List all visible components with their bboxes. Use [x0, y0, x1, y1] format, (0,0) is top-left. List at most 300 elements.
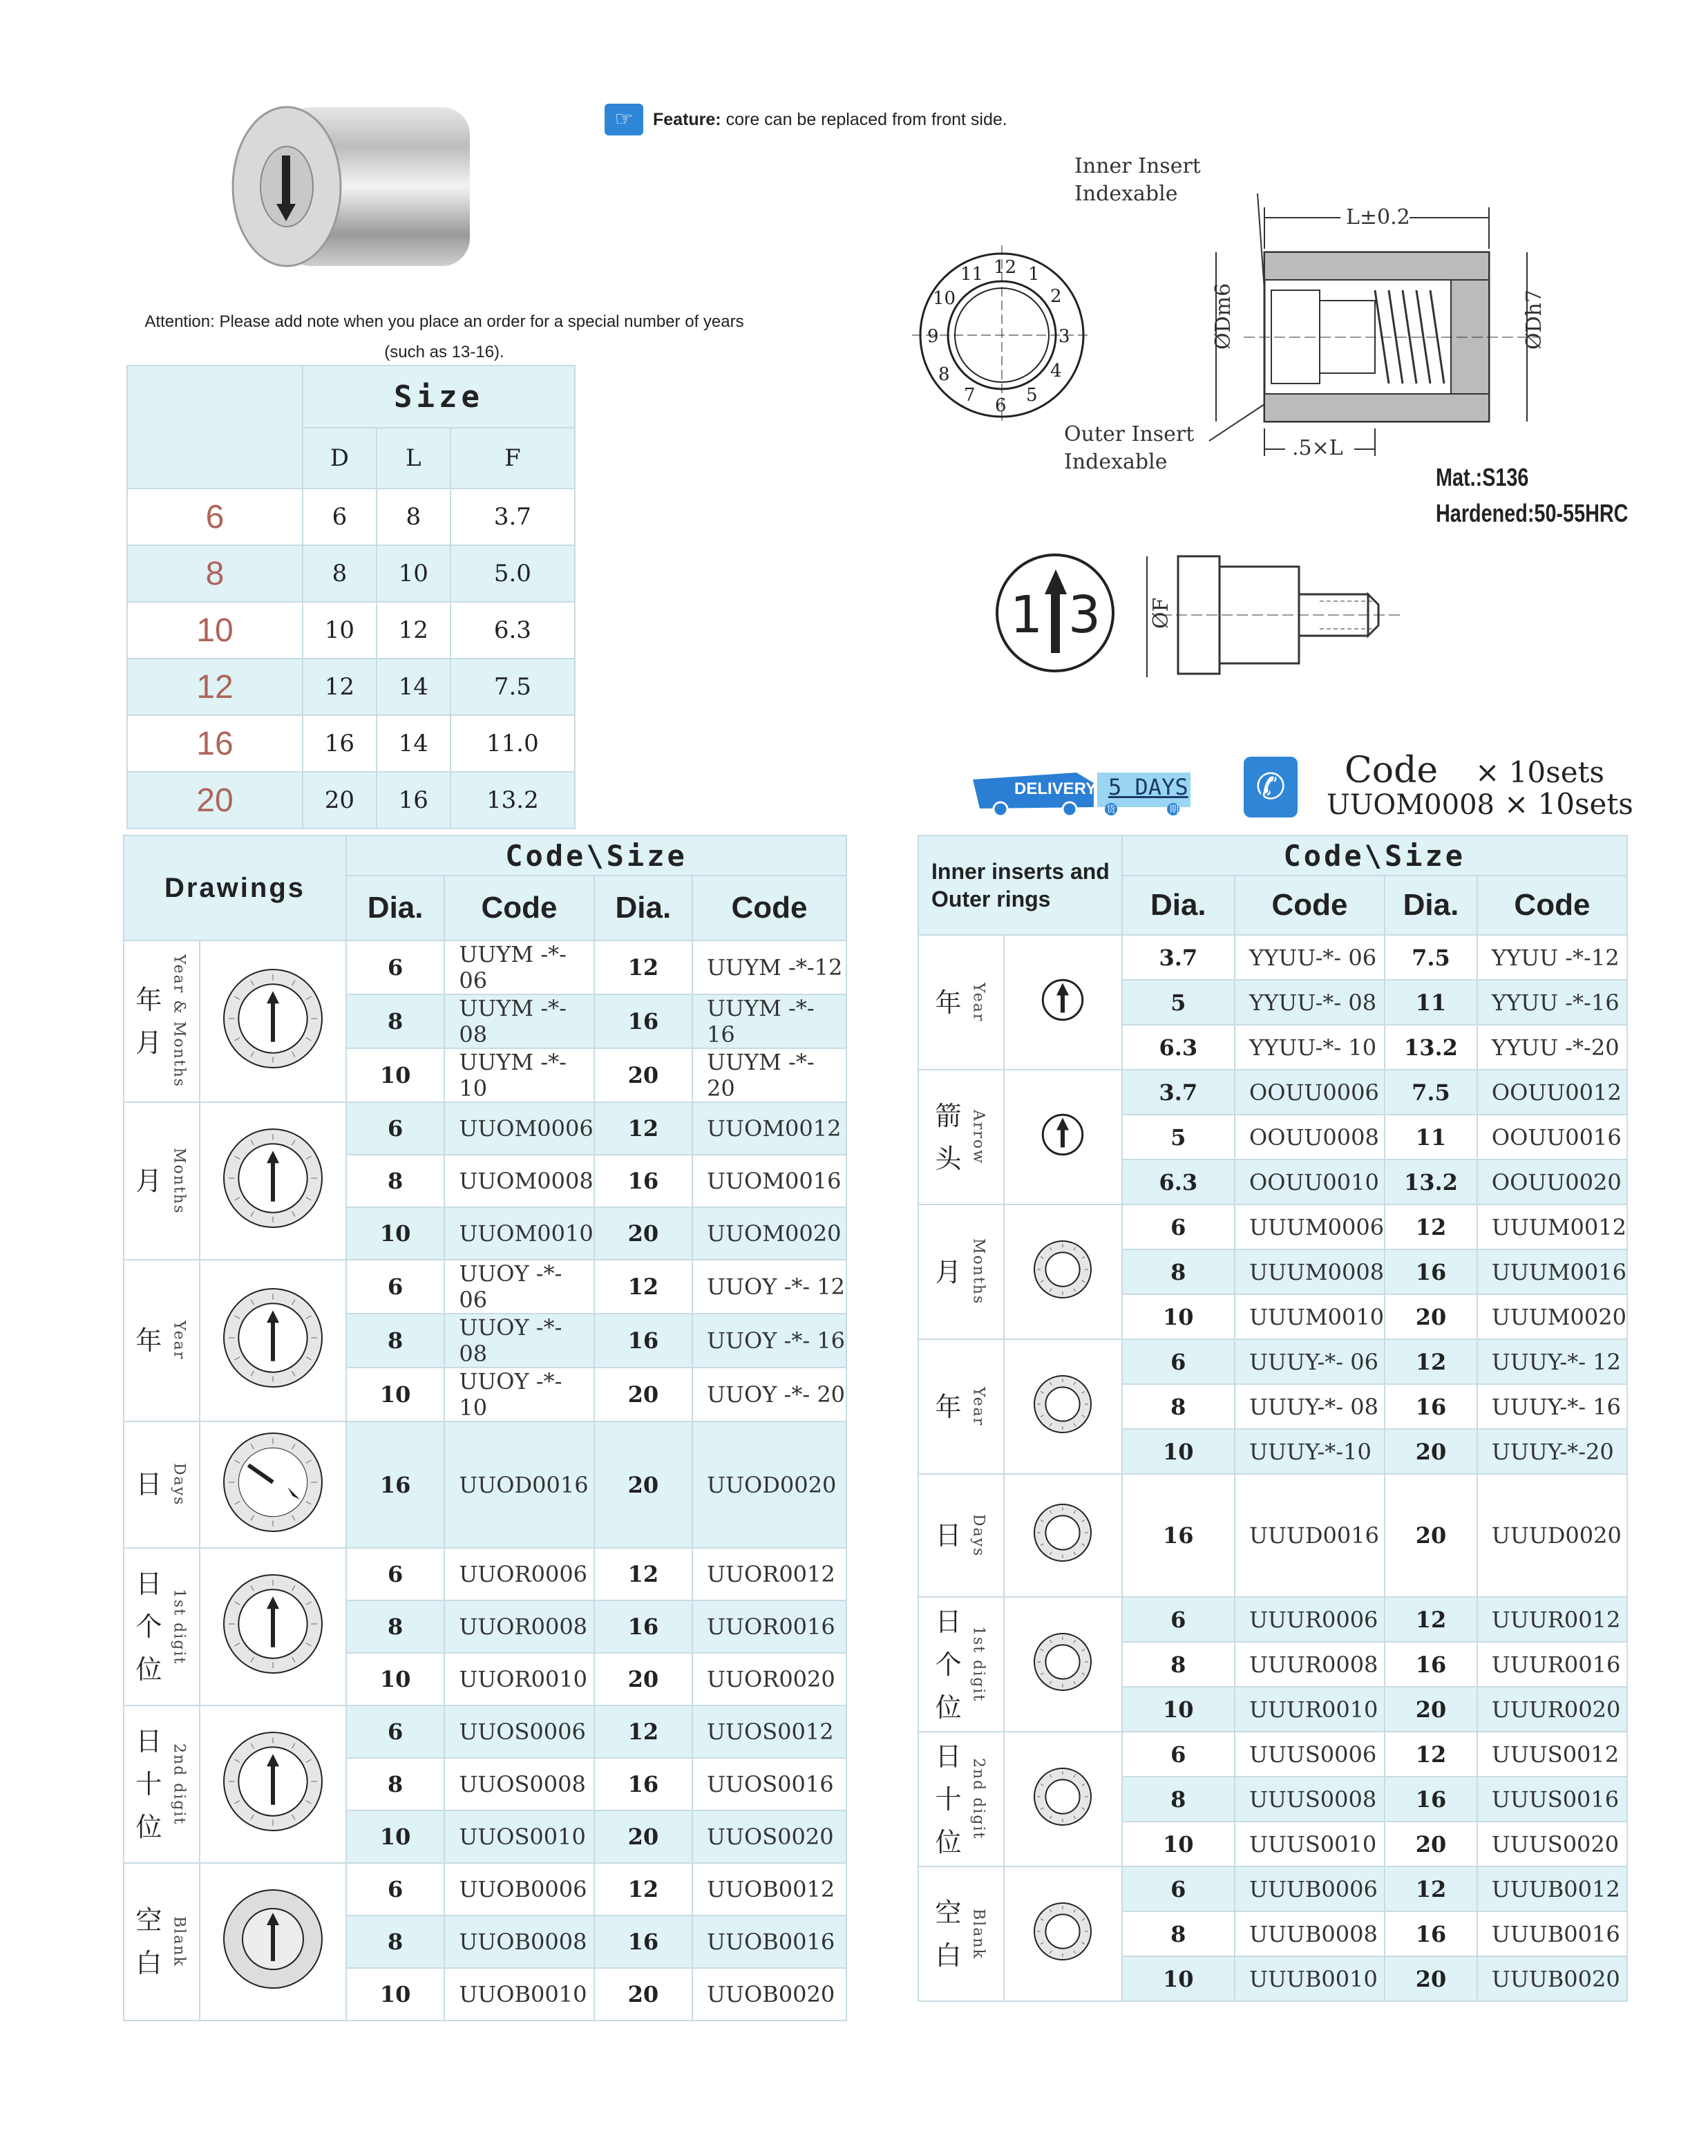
delivery-label: DELIVERY [1014, 779, 1097, 798]
category-char: 个 [935, 1649, 962, 1680]
category-label [918, 1597, 1004, 1732]
code-cell: UUUM0008 [1235, 1249, 1385, 1294]
blank-ring-icon [1004, 1866, 1122, 2001]
dia-header: Dia. [346, 876, 444, 940]
dia-cell: 20 [594, 1207, 692, 1260]
size-row-label: 10 [127, 602, 303, 659]
category-label [918, 1339, 1004, 1474]
dia-header: Dia. [1385, 876, 1477, 935]
category-english: 1st digit [170, 1588, 188, 1665]
dia-cell: 16 [1385, 1642, 1477, 1687]
outer-indexable-label: Indexable [1064, 450, 1168, 470]
category-label [124, 1102, 200, 1260]
dia-cell: 10 [1122, 1687, 1235, 1732]
category-char: 头 [935, 1143, 962, 1174]
months-dial-icon [200, 1102, 346, 1260]
feature-note [605, 104, 1007, 135]
drawings-header: Drawings [124, 835, 346, 940]
code-cell: UUOD0016 [444, 1421, 594, 1548]
code-cell: UUUB0020 [1477, 1956, 1627, 2001]
code-size-header: Code\Size [1122, 835, 1627, 876]
category-english: 2nd digit [969, 1758, 987, 1840]
pin-drawing [1140, 546, 1416, 684]
dial-num-11: 11 [960, 264, 984, 285]
size-cell: 12 [377, 602, 450, 659]
code-cell: UUOD0020 [692, 1421, 846, 1548]
code-cell: UUUY-*- 12 [1477, 1339, 1627, 1384]
code-size-header: Code\Size [346, 835, 846, 876]
category-char: 年 [135, 1325, 162, 1356]
code-cell: UUUB0012 [1477, 1866, 1627, 1911]
category-char: 日 [935, 1520, 962, 1551]
category-char: 位 [935, 1826, 962, 1857]
dia-cell: 10 [346, 1968, 444, 2021]
material-info [1436, 460, 1628, 531]
category-char: 空 [935, 1897, 962, 1928]
dia-cell: 16 [594, 1155, 692, 1207]
size-cell: 7.5 [450, 659, 575, 715]
code-cell: UUOS0008 [444, 1758, 594, 1810]
code-cell: UUOR0008 [444, 1600, 594, 1653]
category-char: 日 [135, 1726, 162, 1757]
code-cell: UUUY-*- 08 [1235, 1384, 1385, 1429]
dia-cell: 13.2 [1385, 1025, 1477, 1070]
year-insert-icon [1004, 935, 1122, 1070]
code-header: Code [692, 876, 846, 940]
dia-cell: 8 [1122, 1642, 1235, 1687]
size-cell: 3.7 [450, 489, 575, 545]
dia-cell: 16 [1385, 1911, 1477, 1956]
code-cell: YYUU-*- 10 [1235, 1025, 1385, 1070]
dia-cell: 12 [594, 1705, 692, 1758]
code-cell: UUOM0012 [692, 1102, 846, 1155]
size-cell: 16 [303, 715, 377, 772]
size-cell: 5.0 [450, 545, 575, 602]
size-cell: 12 [303, 659, 377, 715]
category-label [124, 1863, 200, 2021]
table-row [918, 1866, 1627, 1911]
feature-text: core can be replaced from front side. [721, 109, 1007, 129]
inner-indexable-label: Indexable [1074, 182, 1178, 206]
months-ring-icon [1004, 1204, 1122, 1339]
delivery-char-1: 货 [1106, 804, 1116, 815]
dia-cell: 12 [1385, 1597, 1477, 1642]
icon-digit-3: 3 [1068, 585, 1101, 645]
dial-num-4: 4 [1050, 361, 1062, 381]
category-label [918, 1732, 1004, 1866]
code-cell: UUUS0008 [1235, 1777, 1385, 1822]
category-char: 十 [935, 1784, 962, 1815]
code-cell: UUOY -*- 16 [692, 1314, 846, 1368]
dia-cell: 6 [1122, 1866, 1235, 1911]
code-cell: UUYM -*- 10 [444, 1048, 594, 1102]
code-cell: UUOS0016 [692, 1758, 846, 1810]
days-dial-icon [200, 1421, 346, 1548]
category-char: 月 [135, 1027, 162, 1058]
code-cell: UUOR0012 [692, 1548, 846, 1600]
code-cell: UUUD0016 [1235, 1474, 1385, 1597]
dia-cell: 16 [346, 1421, 444, 1548]
code-cell: UUUB0008 [1235, 1911, 1385, 1956]
code-cell: UUUY-*-20 [1477, 1429, 1627, 1474]
first-digit-dial-icon [200, 1548, 346, 1705]
table-row [124, 1705, 846, 1758]
table-row [918, 935, 1627, 980]
year-months-dial-icon [200, 940, 346, 1102]
dia-cell: 20 [1385, 1474, 1477, 1597]
dia-cell: 8 [346, 1155, 444, 1207]
dia-cell: 5 [1122, 1115, 1235, 1160]
category-char: 日 [935, 1741, 962, 1772]
code-cell: UUOM0008 [444, 1155, 594, 1207]
code-cell: UUUD0020 [1477, 1474, 1627, 1597]
attention-line-1: Attention: Please add note when you place an order for a special number of years [144, 312, 744, 331]
dial-num-6: 6 [995, 395, 1007, 416]
dia-cell: 6 [1122, 1204, 1235, 1249]
category-char: 日 [135, 1569, 162, 1599]
dia-cell: 16 [1385, 1249, 1477, 1294]
second-digit-dial-icon [200, 1705, 346, 1863]
dial-num-12: 12 [994, 257, 1017, 278]
dia-cell: 16 [594, 1600, 692, 1653]
code-cell: UUOB0016 [692, 1916, 846, 1968]
dia-cell: 5 [1122, 980, 1235, 1025]
code-cell: UUUB0016 [1477, 1911, 1627, 1956]
table-row [918, 1204, 1627, 1249]
dia-cell: 8 [1122, 1249, 1235, 1294]
year-dial-icon [200, 1260, 346, 1421]
dia-cell: 12 [594, 1863, 692, 1916]
feature-label: Feature: [653, 109, 721, 129]
code-cell: UUOB0012 [692, 1863, 846, 1916]
dia-cell: 6 [1122, 1732, 1235, 1777]
dia-cell: 20 [594, 1653, 692, 1705]
category-label [124, 1705, 200, 1863]
phone-icon: ✆ [1244, 757, 1298, 817]
category-english: Arrow [969, 1110, 987, 1164]
dia-cell: 6 [1122, 1597, 1235, 1642]
category-char: 箭 [935, 1100, 962, 1131]
category-char: 年 [935, 1391, 962, 1422]
left-code-table [123, 835, 847, 2021]
category-label [918, 1070, 1004, 1204]
dia-cell: 10 [346, 1207, 444, 1260]
table-row [124, 1863, 846, 1916]
order-multiplier-1: × 10sets [1475, 755, 1604, 789]
code-cell: UUOB0006 [444, 1863, 594, 1916]
category-char: 个 [135, 1611, 162, 1642]
code-header: Code [1477, 876, 1627, 935]
category-english: Year [170, 1321, 188, 1361]
code-cell: UUYM -*- 06 [444, 940, 594, 994]
code-cell: UUOY -*- 20 [692, 1368, 846, 1421]
category-char: 年 [135, 984, 162, 1015]
table-row [124, 1548, 846, 1600]
category-english: Days [170, 1463, 188, 1506]
dia-cell: 8 [346, 1758, 444, 1810]
code-cell: UUUB0010 [1235, 1956, 1385, 2001]
category-english: Months [969, 1238, 987, 1305]
code-cell: OOUU0010 [1235, 1160, 1385, 1204]
code-cell: UUOS0010 [444, 1810, 594, 1863]
pointing-hand-icon: ☞ [605, 104, 643, 135]
dia-cell: 12 [594, 940, 692, 994]
code-header: Code [1235, 876, 1385, 935]
dia-cell: 6 [1122, 1339, 1235, 1384]
year-ring-icon [1004, 1339, 1122, 1474]
code-cell: UUUR0020 [1477, 1687, 1627, 1732]
code-cell: UUUR0010 [1235, 1687, 1385, 1732]
size-cell: 20 [303, 772, 377, 829]
code-cell: UUOY -*- 06 [444, 1260, 594, 1314]
dia-cell: 12 [1385, 1339, 1477, 1384]
dia-cell: 8 [346, 1600, 444, 1653]
code-cell: UUOM0010 [444, 1207, 594, 1260]
code-header: Code [444, 876, 594, 940]
order-code-label: Code [1345, 750, 1439, 791]
code-cell: UUOB0010 [444, 1968, 594, 2021]
dia-cell: 12 [1385, 1204, 1477, 1249]
inserts-header-line-2: Outer rings [931, 887, 1051, 911]
category-label [124, 940, 200, 1102]
code-cell: UUOY -*- 12 [692, 1260, 846, 1314]
attention-note [126, 307, 762, 368]
dia-cell: 7.5 [1385, 1070, 1477, 1115]
dia-cell: 8 [346, 994, 444, 1048]
category-english: Blank [170, 1916, 188, 1967]
dia-cell: 10 [1122, 1822, 1235, 1866]
dia-cell: 10 [1122, 1294, 1235, 1339]
category-english: Year & Months [170, 954, 188, 1088]
dim-L-label: L±0.2 [1346, 205, 1410, 229]
size-cell: 16 [377, 772, 450, 829]
code-cell: UUUM0016 [1477, 1249, 1627, 1294]
dia-cell: 6 [346, 1548, 444, 1600]
category-label [918, 935, 1004, 1070]
category-char: 十 [135, 1769, 162, 1799]
table-row [918, 1474, 1627, 1597]
days-ring-icon [1004, 1474, 1122, 1597]
attention-line-2: (such as 13-16). [384, 343, 504, 361]
category-english: Year [969, 982, 987, 1023]
category-english: Blank [969, 1908, 987, 1960]
dial-num-7: 7 [964, 385, 976, 406]
size-cell: 10 [377, 545, 450, 602]
code-cell: UUYM -*-12 [692, 940, 846, 994]
material-label: Mat.:S136 [1436, 463, 1529, 491]
code-cell: OOUU0006 [1235, 1070, 1385, 1115]
icon-digit-1: 1 [1010, 585, 1043, 645]
dia-cell: 20 [594, 1810, 692, 1863]
code-cell: UUUB0006 [1235, 1866, 1385, 1911]
code-cell: UUUM0012 [1477, 1204, 1627, 1249]
dia-cell: 11 [1385, 980, 1477, 1025]
size-cell: 14 [377, 715, 450, 772]
dia-cell: 16 [594, 994, 692, 1048]
code-cell: UUUR0006 [1235, 1597, 1385, 1642]
category-label [124, 1260, 200, 1421]
dia-cell: 16 [594, 1758, 692, 1810]
dia-cell: 10 [346, 1810, 444, 1863]
dia-cell: 20 [594, 1368, 692, 1421]
size-cell: 11.0 [450, 715, 575, 772]
dim-5L-label: .5×L [1292, 436, 1343, 460]
order-info [1327, 750, 1633, 821]
hardened-label: Hardened:50-55HRC [1436, 499, 1629, 527]
dia-cell: 20 [1385, 1429, 1477, 1474]
table-row [124, 1260, 846, 1314]
category-label [124, 1548, 200, 1705]
dia-cell: 6.3 [1122, 1160, 1235, 1204]
category-char: 年 [935, 987, 962, 1018]
dia-cell: 6 [346, 1705, 444, 1758]
code-cell: UUUM0006 [1235, 1204, 1385, 1249]
dia-cell: 3.7 [1122, 1070, 1235, 1115]
dia-cell: 7.5 [1385, 935, 1477, 980]
category-char: 白 [135, 1948, 162, 1978]
product-photo [228, 100, 484, 273]
size-row-label: 16 [127, 715, 303, 772]
year-arrow-insert-icon [995, 553, 1116, 674]
code-cell: OOUU0008 [1235, 1115, 1385, 1160]
category-char: 月 [935, 1256, 962, 1287]
inserts-header-line-1: Inner inserts and [931, 859, 1110, 884]
dial-num-9: 9 [927, 326, 939, 347]
code-cell: UUOR0010 [444, 1653, 594, 1705]
inner-insert-label: Inner Insert [1074, 154, 1201, 178]
category-english: Days [969, 1513, 987, 1558]
dia-cell: 12 [594, 1548, 692, 1600]
code-cell: UUOM0020 [692, 1207, 846, 1260]
code-cell: UUUY-*-10 [1235, 1429, 1385, 1474]
code-cell: OOUU0016 [1477, 1115, 1627, 1160]
code-cell: UUOY -*- 10 [444, 1368, 594, 1421]
dia-header: Dia. [1122, 876, 1235, 935]
dia-cell: 20 [1385, 1822, 1477, 1866]
dia-cell: 10 [346, 1653, 444, 1705]
category-label [124, 1421, 200, 1548]
category-char: 月 [135, 1166, 162, 1196]
dia-cell: 20 [594, 1968, 692, 2021]
dia-cell: 12 [1385, 1732, 1477, 1777]
dia-cell: 8 [1122, 1777, 1235, 1822]
category-english: 1st digit [969, 1626, 987, 1703]
code-cell: UUUS0010 [1235, 1822, 1385, 1866]
dia-cell: 10 [346, 1048, 444, 1102]
category-english: 2nd digit [170, 1743, 188, 1826]
dia-cell: 6.3 [1122, 1025, 1235, 1070]
code-cell: UUOB0020 [692, 1968, 846, 2021]
dim-F-label: ØF [1149, 597, 1173, 629]
dia-cell: 6 [346, 1863, 444, 1916]
table-row [918, 1339, 1627, 1384]
code-cell: UUYM -*- 20 [692, 1048, 846, 1102]
code-cell: UUUS0012 [1477, 1732, 1627, 1777]
size-header: Size [303, 366, 575, 428]
code-cell: OOUU0012 [1477, 1070, 1627, 1115]
section-drawing [1064, 152, 1562, 470]
dia-cell: 8 [1122, 1911, 1235, 1956]
code-cell: UUOR0016 [692, 1600, 846, 1653]
dim-Dh7-label: ØDh7 [1522, 289, 1546, 350]
code-cell: YYUU -*-20 [1477, 1025, 1627, 1070]
code-cell: YYUU -*-16 [1477, 980, 1627, 1025]
dia-cell: 6 [346, 940, 444, 994]
code-cell: UUOB0008 [444, 1916, 594, 1968]
size-table [126, 365, 576, 829]
code-cell: YYUU -*-12 [1477, 935, 1627, 980]
code-cell: UUUR0016 [1477, 1642, 1627, 1687]
category-char: 日 [935, 1606, 962, 1637]
dim-Dm6-label: ØDm6 [1211, 283, 1235, 350]
code-cell: UUUM0010 [1235, 1294, 1385, 1339]
code-cell: UUUS0006 [1235, 1732, 1385, 1777]
table-row [124, 1421, 846, 1548]
dia-cell: 13.2 [1385, 1160, 1477, 1204]
col-L: L [377, 428, 450, 489]
order-example-code: UUOM0008 [1327, 789, 1494, 821]
size-table-corner [127, 366, 303, 489]
table-row [124, 1102, 846, 1155]
category-char: 位 [135, 1654, 162, 1685]
code-cell: OOUU0020 [1477, 1160, 1627, 1204]
dia-cell: 20 [594, 1421, 692, 1548]
code-cell: UUOY -*- 08 [444, 1314, 594, 1368]
dia-cell: 6 [346, 1260, 444, 1314]
code-cell: UUUY-*- 06 [1235, 1339, 1385, 1384]
table-row [918, 1732, 1627, 1777]
dia-cell: 16 [594, 1314, 692, 1368]
col-F: F [450, 428, 575, 489]
right-code-table [918, 835, 1628, 2002]
dia-cell: 10 [1122, 1429, 1235, 1474]
size-cell: 8 [377, 489, 450, 545]
dial-num-2: 2 [1050, 286, 1062, 307]
code-cell: UUOR0006 [444, 1548, 594, 1600]
code-cell: YYUU-*- 06 [1235, 935, 1385, 980]
table-row [124, 940, 846, 994]
dia-cell: 20 [1385, 1687, 1477, 1732]
dia-cell: 8 [346, 1314, 444, 1368]
size-cell: 8 [303, 545, 377, 602]
size-cell: 14 [377, 659, 450, 715]
category-label [918, 1204, 1004, 1339]
category-char: 日 [135, 1469, 162, 1500]
dia-cell: 10 [1122, 1956, 1235, 2001]
size-cell: 6 [303, 489, 377, 545]
category-label [918, 1474, 1004, 1597]
category-char: 位 [135, 1812, 162, 1842]
dial-num-1: 1 [1028, 264, 1040, 285]
code-cell: UUOM0016 [692, 1155, 846, 1207]
table-row [918, 1070, 1627, 1115]
size-row-label: 20 [127, 772, 303, 829]
code-cell: UUUR0008 [1235, 1642, 1385, 1687]
dial-num-10: 10 [933, 288, 956, 309]
delivery-char-2: 期 [1169, 804, 1179, 815]
delivery-badge [973, 766, 1194, 817]
category-char: 位 [935, 1692, 962, 1723]
dia-cell: 6 [346, 1102, 444, 1155]
category-label [918, 1866, 1004, 2001]
dia-cell: 20 [1385, 1956, 1477, 2001]
dia-cell: 16 [1385, 1777, 1477, 1822]
code-cell: UUUY-*- 16 [1477, 1384, 1627, 1429]
dia-cell: 12 [594, 1260, 692, 1314]
dia-cell: 8 [1122, 1384, 1235, 1429]
size-cell: 6.3 [450, 602, 575, 659]
dia-header: Dia. [594, 876, 692, 940]
